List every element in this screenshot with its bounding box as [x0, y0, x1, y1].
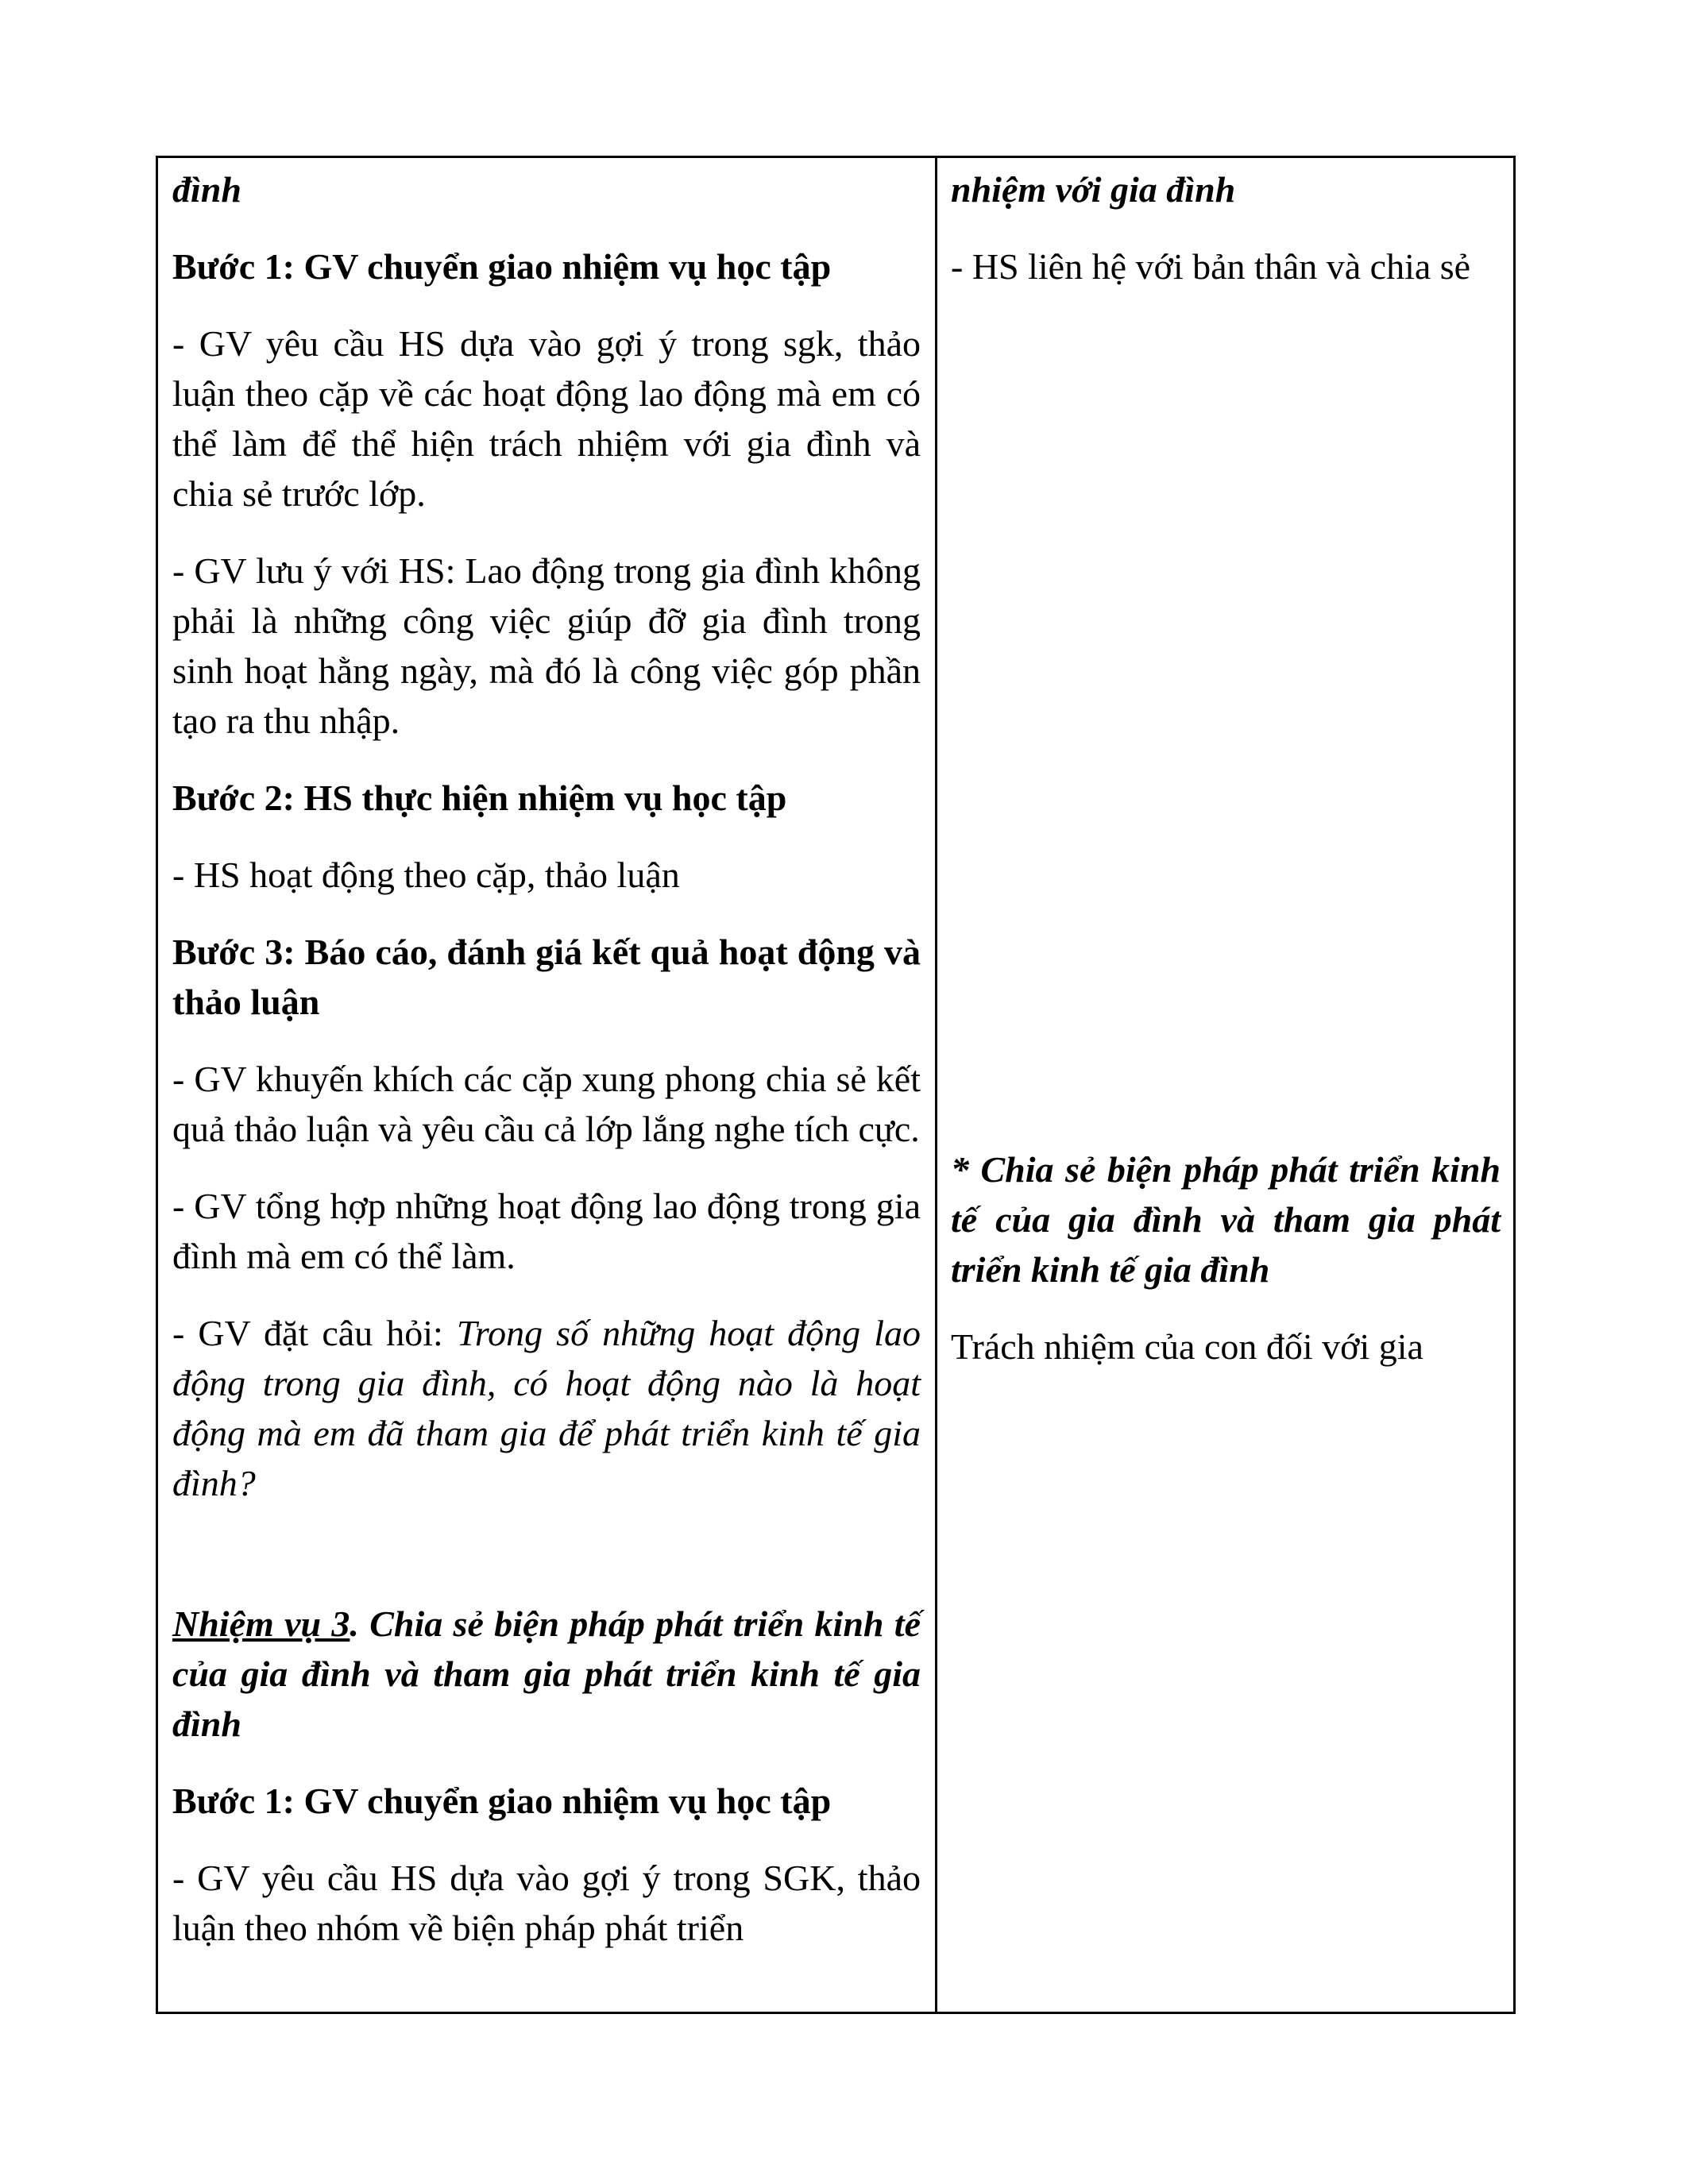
right-student-share: - HS liên hệ với bản thân và chia sẻ [951, 246, 1471, 287]
step-3-summary: - GV tổng hợp những hoạt động lao động trong gia đình mà em có thể làm. [172, 1186, 921, 1276]
right-responsibility-text: Trách nhiệm của con đối với gia [951, 1326, 1423, 1367]
right-task-3-heading: * Chia sẻ biện pháp phát triển kinh tế của gia đình và tham gia phát triển kinh tế gia đình [951, 1149, 1501, 1290]
step-1-instruction: - GV yêu cầu HS dựa vào gợi ý trong sgk, thảo luận theo cặp về các hoạt động lao động mà em có thể làm để thể hiện trách nhiệm với gia đình và chia sẻ trước lớp. [172, 323, 921, 514]
task-3-label: Nhiệm vụ 3 [172, 1603, 350, 1644]
right-column [951, 164, 1501, 1399]
task-3-step-1-instruction: - GV yêu cầu HS dựa vào gợi ý trong SGK, thảo luận theo nhóm về biện pháp phát triển [172, 1858, 921, 1948]
blank-space [172, 1535, 921, 1599]
task-3-title: . Chia sẻ biện pháp phát triển kinh tế của gia đình và tham gia phát triển kinh tế gia đình [172, 1603, 921, 1744]
content-table [156, 156, 1516, 2014]
left-continuation-text: đình [172, 169, 241, 210]
question-text: Trong số những hoạt động lao động trong gia đình, có hoạt động nào là hoạt động mà em đã tham gia để phát triển kinh tế gia đình? [172, 1313, 921, 1503]
right-continuation-text: nhiệm với gia đình [951, 169, 1236, 210]
task-3-heading [172, 1599, 921, 1749]
step-1-note: - GV lưu ý với HS: Lao động trong gia đình không phải là những công việc giúp đỡ gia đình trong sinh hoạt hằng ngày, mà đó là công việc góp phần tạo ra thu nhập. [172, 550, 921, 741]
step-1-heading: Bước 1: GV chuyển giao nhiệm vụ học tập [172, 246, 832, 287]
question-prefix: - GV đặt câu hỏi: [172, 1313, 457, 1353]
step-3-heading: Bước 3: Báo cáo, đánh giá kết quả hoạt động và thảo luận [172, 932, 921, 1022]
step-3-question [172, 1308, 921, 1508]
task-3-step-1-heading: Bước 1: GV chuyển giao nhiệm vụ học tập [172, 1781, 832, 1821]
right-blank-space [951, 318, 1501, 1144]
step-2-heading: Bước 2: HS thực hiện nhiệm vụ học tập [172, 778, 787, 818]
step-2-text: - HS hoạt động theo cặp, thảo luận [172, 855, 680, 895]
column-divider [935, 158, 937, 2012]
step-3-encourage: - GV khuyến khích các cặp xung phong chia sẻ kết quả thảo luận và yêu cầu cả lớp lắng nghe tích cực. [172, 1059, 921, 1149]
left-column [172, 164, 921, 1980]
